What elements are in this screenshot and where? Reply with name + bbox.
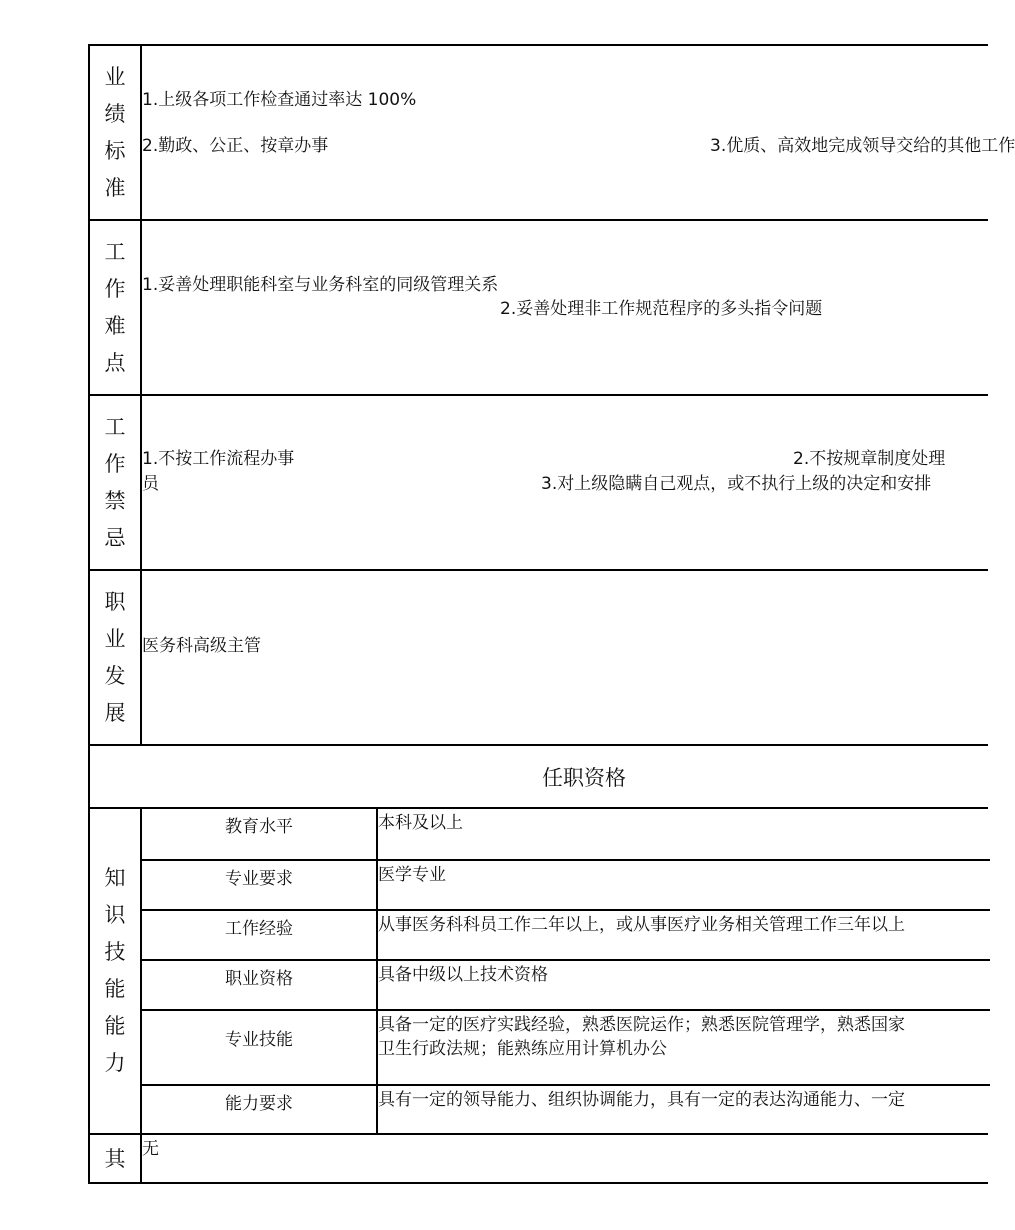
other-label: 其 <box>90 1135 142 1184</box>
performance-item-1: 1.上级各项工作检查通过率达 100% <box>142 90 417 110</box>
taboo-item-2: 2.不按规章制度处理 <box>793 449 946 469</box>
row-value: 从事医务科科员工作二年以上，或从事医疗业务相关管理工作三年以上 <box>378 915 905 935</box>
row-key: 专业要求 <box>225 869 293 889</box>
career-development-content <box>142 571 988 744</box>
qualification-row <box>142 809 990 859</box>
row-value: 本科及以上 <box>378 813 463 833</box>
row-key: 能力要求 <box>225 1094 293 1114</box>
row-value: 医学专业 <box>378 865 446 885</box>
work-difficulty-section <box>88 219 988 394</box>
other-content <box>142 1135 988 1184</box>
row-key: 职业资格 <box>225 969 293 989</box>
qualification-row <box>142 909 990 959</box>
qualification-title: 任职资格 <box>542 765 626 790</box>
career-path-text: 医务科高级主管 <box>142 636 261 656</box>
taboo-item-1: 1.不按工作流程办事 <box>142 449 295 469</box>
taboo-item-2-continued: 员 <box>142 474 159 494</box>
row-key: 教育水平 <box>225 817 293 837</box>
performance-standard-content <box>142 46 1015 219</box>
taboo-item-3: 3.对上级隐瞒自己观点，或不执行上级的决定和安排 <box>541 474 932 494</box>
work-taboo-content <box>142 396 988 569</box>
row-value: 具有一定的领导能力、组织协调能力，具有一定的表达沟通能力、一定 <box>378 1090 905 1110</box>
work-difficulty-label: 工 作 难 点 <box>90 221 142 394</box>
career-development-label: 职 业 发 展 <box>90 571 142 744</box>
difficulty-item-1: 1.妥善处理职能科室与业务科室的同级管理关系 <box>142 275 499 295</box>
performance-item-2: 2.勤政、公正、按章办事 <box>142 136 329 156</box>
table-bottom-border <box>88 1182 988 1184</box>
row-value: 具备中级以上技术资格 <box>378 965 548 985</box>
work-taboo-section <box>88 394 988 569</box>
performance-item-3: 3.优质、高效地完成领导交给的其他工作 <box>710 136 1015 156</box>
knowledge-skills-label: 知 识 技 能 能 力 <box>90 809 142 1133</box>
work-taboo-label: 工 作 禁 忌 <box>90 396 142 569</box>
qualification-row <box>142 1009 990 1084</box>
other-text: 无 <box>142 1139 159 1159</box>
knowledge-skills-section <box>88 807 988 1133</box>
performance-standard-label: 业 绩 标 准 <box>90 46 142 219</box>
performance-standard-section <box>88 44 1015 219</box>
difficulty-item-2: 2.妥善处理非工作规范程序的多头指令问题 <box>500 299 823 319</box>
row-value: 具备一定的医疗实践经验，熟悉医院运作；熟悉医院管理学，熟悉国家 <box>378 1015 905 1035</box>
row-key: 工作经验 <box>225 919 293 939</box>
qualification-row <box>142 959 990 1009</box>
qualification-row <box>142 859 990 909</box>
work-difficulty-content <box>142 221 988 394</box>
row-value-continued: 卫生行政法规；能熟练应用计算机办公 <box>378 1039 667 1059</box>
row-key: 专业技能 <box>225 1030 293 1050</box>
other-section <box>88 1133 988 1184</box>
qualification-row <box>142 1084 990 1135</box>
qualification-header <box>88 744 988 807</box>
career-development-section <box>88 569 988 744</box>
